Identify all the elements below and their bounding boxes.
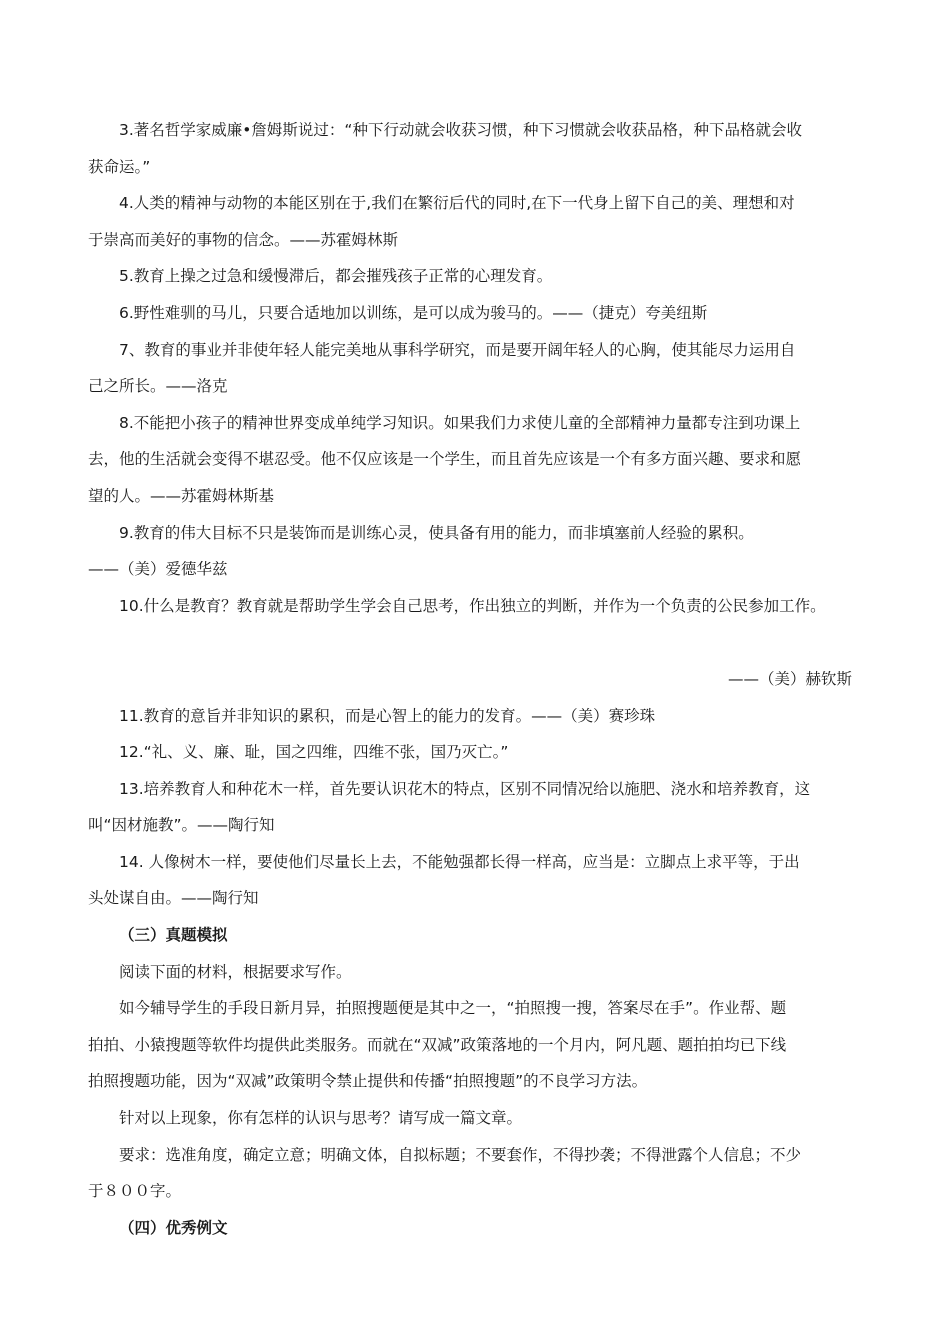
material-line-3: 拍照搜题功能，因为“双减”政策明令禁止提供和传播“拍照搜题”的不良学习方法。 [88,1072,648,1091]
material-line-1: 如今辅导学生的手段日新月异，拍照搜题便是其中之一，“拍照搜一搜，答案尽在手”。作业帮、题 [119,999,787,1018]
quote-4-line-1: 4.人类的精神与动物的本能区别在于,我们在繁衍后代的同时,在下一代身上留下自己的美、理想和对 [119,194,795,213]
blank-line [88,624,864,661]
quote-8-line-3: 望的人。——苏霍姆林斯基 [88,486,275,505]
quote-7-line-1: 7、教育的事业并非使年轻人能完美地从事科学研究，而是要开阔年轻人的心胸，使其能尽力运用自 [119,340,796,359]
quote-3-line-2: 获命运。” [88,157,151,176]
requirements-line-2: 于８００字。 [88,1182,182,1201]
quote-7-line-2: 己之所长。——洛克 [88,377,228,396]
writing-prompt: 针对以上现象，你有怎样的认识与思考？请写成一篇文章。 [119,1109,523,1128]
section-4-heading: （四）优秀例文 [119,1218,228,1237]
quote-5: 5.教育上操之过急和缓慢滞后，都会摧残孩子正常的心理发育。 [119,267,553,286]
quote-13-line-1: 13.培养教育人和种花木一样，首先要认识花木的特点，区别不同情况给以施肥、浇水和培养教育，这 [119,779,811,798]
quote-13-line-2: 叫“因材施教”。——陶行知 [88,816,275,835]
quote-9-attribution: ——（美）爱德华兹 [88,560,228,579]
quote-4-line-2: 于崇高而美好的事物的信念。——苏霍姆林斯 [88,230,399,249]
quote-11: 11.教育的意旨并非知识的累积，而是心智上的能力的发育。——（美）赛珍珠 [119,706,656,725]
quote-14-line-1: 14. 人像树木一样，要使他们尽量长上去，不能勉强都长得一样高，应当是：立脚点上求平等，于出 [119,852,800,871]
quote-10: 10.什么是教育？教育就是帮助学生学会自己思考，作出独立的判断，并作为一个负责的公民参加工作。 [119,596,826,615]
quote-6: 6.野性难驯的马儿，只要合适地加以训练，是可以成为骏马的。——（捷克）夸美纽斯 [119,303,708,322]
quote-12: 12.“礼、义、廉、耻，国之四维，四维不张，国乃灭亡。” [119,743,509,762]
section-3-intro: 阅读下面的材料，根据要求写作。 [119,962,352,981]
requirements-line-1: 要求：选准角度，确定立意；明确文体，自拟标题；不要套作，不得抄袭；不得泄露个人信息；不少 [119,1145,802,1164]
quote-9-line-1: 9.教育的伟大目标不只是装饰而是训练心灵，使具备有用的能力，而非填塞前人经验的累积。 [119,523,754,542]
quote-3-line-1: 3.著名哲学家威廉•詹姆斯说过：“种下行动就会收获习惯，种下习惯就会收获品格，种下品格就会收 [119,121,802,139]
material-line-2: 拍拍、小猿搜题等软件均提供此类服务。而就在“双减”政策落地的一个月内，阿凡题、题拍拍均已下线 [88,1035,787,1054]
quote-8-line-2: 去，他的生活就会变得不堪忍受。他不仅应该是一个学生，而且首先应该是一个有多方面兴趣、要求和愿 [88,450,802,469]
document-body [88,112,864,1246]
section-3-heading: （三）真题模拟 [119,926,228,945]
quote-8-line-1: 8.不能把小孩子的精神世界变成单纯学习知识。如果我们力求使儿童的全部精神力量都专注到功课上 [119,413,801,432]
quote-14-line-2: 头处谋自由。——陶行知 [88,889,259,908]
quote-10-attribution: ——（美）赫钦斯 [727,669,852,688]
